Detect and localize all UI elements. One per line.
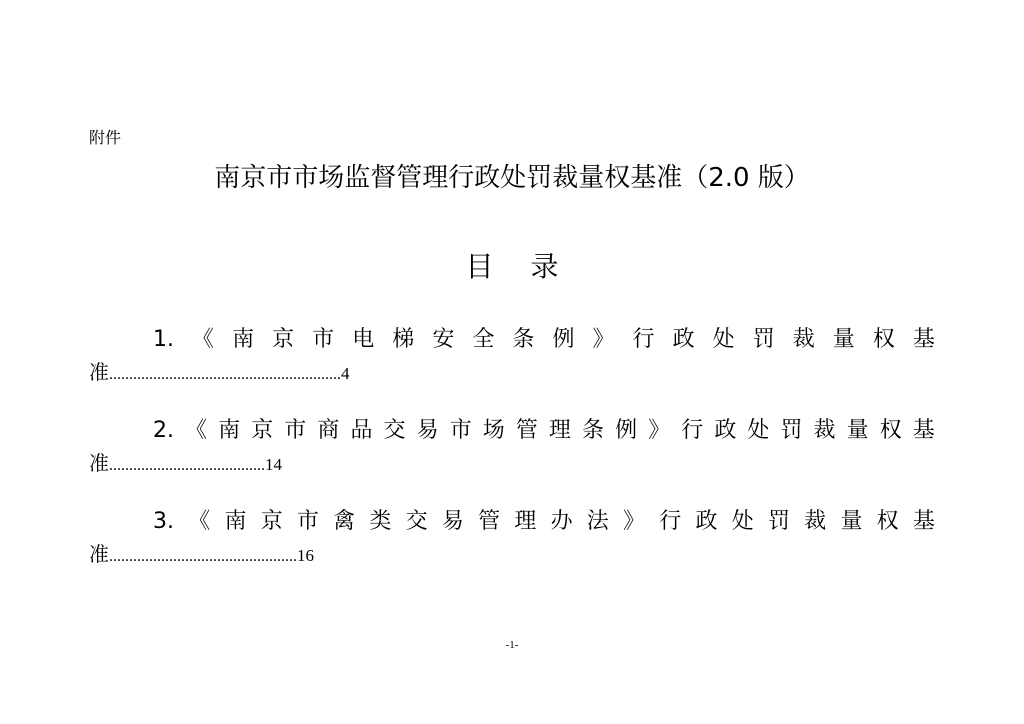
page-number: -1- <box>505 639 519 651</box>
toc-heading: 目 录 <box>465 250 573 283</box>
toc-entry-3[interactable] <box>89 505 935 569</box>
toc-entry-1[interactable] <box>89 323 935 387</box>
toc-page-number: 4 <box>341 364 350 383</box>
toc-entry-continuation <box>89 539 935 569</box>
document-title: 南京市市场监督管理行政处罚裁量权基准（2.0 版） <box>214 163 810 193</box>
toc-entry-continuation <box>89 357 935 387</box>
toc-entry-title-end: 准 <box>89 542 109 566</box>
toc-leader-dots: ............................................... <box>109 548 297 565</box>
toc-page-number: 16 <box>297 546 314 565</box>
toc-entry-continuation <box>89 448 935 478</box>
toc-leader-dots: ....................................... <box>109 457 265 474</box>
toc-entry-title: 3. 《 南 京 市 禽 类 交 易 管 理 办 法 》 行 政 处 罚 裁 量 权 基 <box>153 509 935 534</box>
toc-page-number: 14 <box>265 455 282 474</box>
toc-entry-title-end: 准 <box>89 360 109 384</box>
toc-entry-title: 2. 《 南 京 市 商 品 交 易 市 场 管 理 条 例 》 行 政 处 罚 裁 量 权 基 <box>153 418 935 443</box>
toc-entry-title: 1. 《 南 京 市 电 梯 安 全 条 例 》 行 政 处 罚 裁 量 权 基 <box>153 327 935 352</box>
attachment-label: 附件 <box>89 128 122 147</box>
toc-leader-dots: .......................................................... <box>109 366 341 383</box>
toc-entry-title-end: 准 <box>89 451 109 475</box>
toc-entry-2[interactable] <box>89 414 935 478</box>
